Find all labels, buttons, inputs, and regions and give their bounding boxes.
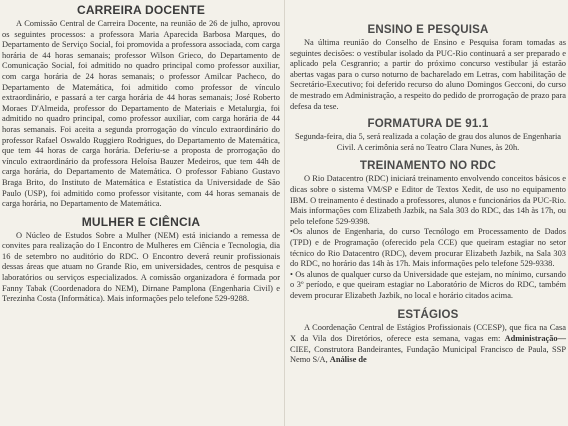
administracao-text: CIEE, Construtora Bandeirantes, Fundação Municipal Francisco de Paula, SSP Nemo S/A, xyxy=(290,344,566,365)
mulher-ciencia-body: O Núcleo de Estudos Sobre a Mulher (NEM) está iniciando a remessa de convites para realização do I Encontro de Mulheres em Ciência e Tecnologia, dia 16 de setembro no auditório do RDC. O Encontro deverá reunir profissionais dessas áreas que atuam no Grande Rio, em universidades, centros de pesquisa e laboratórios ou serviços especializados. A comissão organizadora é formada por Fanny Tabak (Coordenadora do NEM), Dirnane Pamplona (Engenharia Civil) e Terezinha Costa (Informática). Mais informações pelo telefone 529-9288. xyxy=(2,230,280,304)
column-divider xyxy=(284,0,285,426)
treinamento-rdc-p2: •Os alunos de Engenharia, do curso Tecnólogo em Processamento de Dados (TPD) e de Programação (oferecido pela CCE) que queiram estagiar no setor técnico do Rio Datacentro (RDC), devem procurar Elizabeth Jazbik, na Sala 303 do RDC, no horário das 14h às 17h. Mais informações pelo telefone 529-9338. xyxy=(290,227,566,269)
right-column xyxy=(290,0,566,366)
ensino-pesquisa-heading: ENSINO E PESQUISA xyxy=(367,24,489,36)
estagios-heading: ESTÁGIOS xyxy=(397,309,459,322)
treinamento-rdc-p3: • Os alunos de qualquer curso da Universidade que estejam, no mínimo, cursando o 3º período, e que queiram estagiar no Laboratório de Micros do RDC, também devem procurar Elizabeth Jazbik, no local e horário citados acima. xyxy=(290,269,566,300)
estagios-intro: A Coordenação Central de Estágios Profissionais (CCESP), que fica na Casa X da Vila dos Diretórios, oferece esta semana, vagas em: xyxy=(290,323,566,344)
carreira-docente-body: A Comissão Central de Carreira Docente, na reunião de 26 de julho, aprovou os seguintes processos: a professora Maria Aparecida Barbosa Marques, do Departamento de Serviço Social, foi promovida a professora associada, com carga horária de 44 horas semanais; professor Wilson Grieco, do Departamento de Comunicação Social, foi admitido no quadro principal como professor auxiliar, com carga horária de 24 horas semanais; o professor Amilcar Pacheco, do Departamento de Matemática, foi admitido como professor de vínculo extraordinário, e passará a ter carga horária de 44 horas semanais; José Roberto Moraes D'Almeida, professor do Departamento de Materiais e Metalurgia, foi admitido no quadro principal, como professor auxiliar, com carga horária de 44 horas semanais. Foi aceita a segunda prorrogação do vínculo extraordinário do professor Rafael Oswaldo Ruggiero Rodrigues, do Departamento de Matemática, que tem 44 horas de carga horária. Deferiu-se a proposta de prorrogação do vínculo extraordinário da professora Heloísa Bauzer Medeiros, que tem 44h de carga horária, do Departamento de Matemática. O professor Fabiano Gustavo Braga Brito, do Instituto de Matemática e Estatística da Universidade de São Paulo (USP), foi admitido como professor visitante, com 44 horas semanais de carga horária, no Departamento de Matemática. xyxy=(2,19,280,209)
treinamento-rdc-p1: O Rio Datacentro (RDC) iniciará treinamento envolvendo conceitos básicos e dicas sobre o sistema VM/SP e Editor de Textos Xedit, de uso no equipamento IBM. O treinamento é destinado a professores, alunos e funcionários da PUC-Rio. Mais informações com Elizabeth Jazbik, na Sala 303 do RDC, das 14h às 17h, ou pelo telefone 529-9398. xyxy=(290,174,566,226)
mulher-ciencia-heading: MULHER E CIÊNCIA xyxy=(81,214,201,229)
formatura-body: Segunda-feira, dia 5, será realizada a colação de grau dos alunos de Engenharia Civil. A cerimônia será no Teatro Clara Nunes, às 20h. xyxy=(294,132,561,152)
left-column xyxy=(2,0,280,305)
administracao-label: Administração— xyxy=(504,334,566,344)
analise-label: Análise de xyxy=(329,355,367,365)
carreira-docente-heading: CARREIRA DOCENTE xyxy=(76,3,206,17)
ensino-pesquisa-body: Na última reunião do Conselho de Ensino e Pesquisa foram tomadas as seguintes decisões: o vestibular isolado da PUC-Rio continuará a ser preparado e aplicado pela Cesgranrio; a partir do próximo concurso vestibular já estarão abertas vagas para o curso noturno de bacharelado em Letras, com habilitação de Secretário-Executivo; foi deferido recurso do aluno Domingos Gecconi, do curso de mestrado em Administração, a respeito do pedido de prorrogação de prazo para defesa da tese. xyxy=(290,38,566,111)
formatura-heading: FORMATURA DE 91.1 xyxy=(367,118,489,131)
estagios-body xyxy=(290,323,566,365)
treinamento-rdc-heading: TREINAMENTO NO RDC xyxy=(359,160,497,173)
